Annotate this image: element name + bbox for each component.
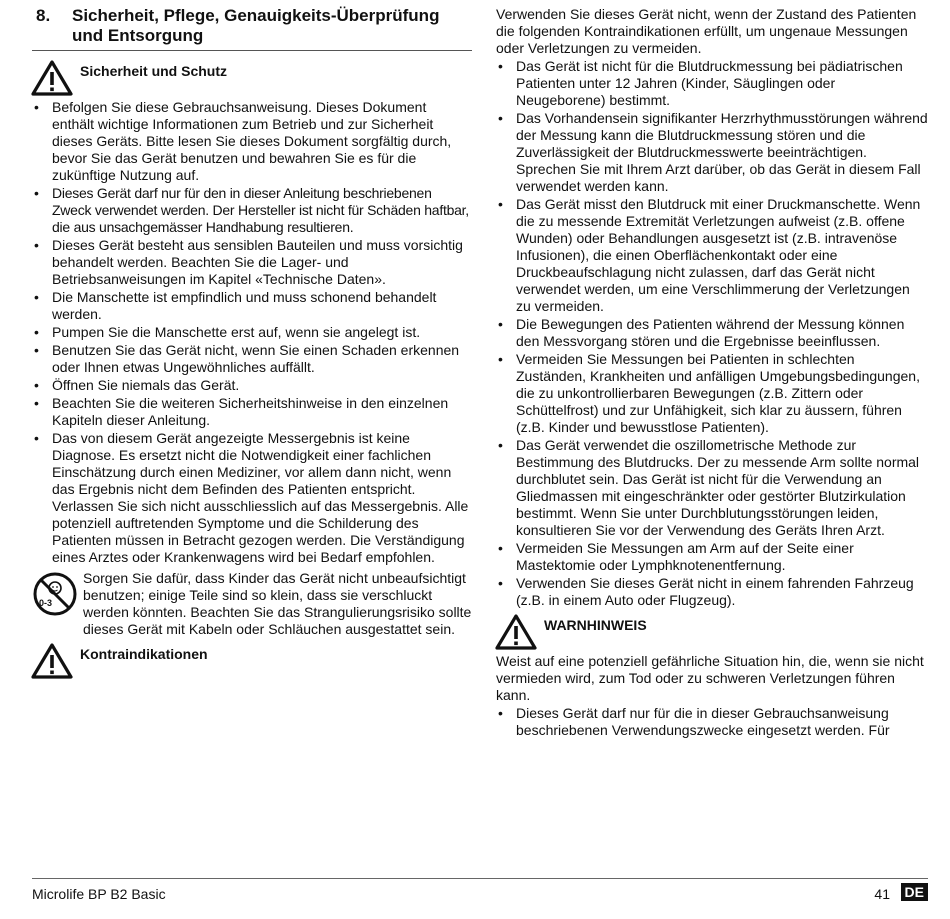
safety-header <box>32 59 472 97</box>
section-heading <box>32 6 472 51</box>
list-item: • Verwenden Sie dieses Gerät nicht in einem fahrenden Fahrzeug (z.B. in einem Auto oder Flugzeug). <box>496 575 928 609</box>
section-title-line1: Sicherheit, Pflege, Genauigkeits-Überprüfung <box>72 6 440 25</box>
section-title-line2: und Entsorgung <box>72 26 204 45</box>
list-item: • Dieses Gerät besteht aus sensiblen Bauteilen und muss vorsichtig behandelt werden. Beachten Sie die Lager- und Betriebsanweisungen im Kapitel «Technische Daten». <box>32 237 472 288</box>
footer-product: Microlife BP B2 Basic <box>32 886 166 902</box>
page-footer <box>32 878 928 919</box>
no-children-icon <box>29 570 81 618</box>
contra-header <box>32 642 472 680</box>
warning-triangle-icon <box>30 59 74 97</box>
list-item: • Pumpen Sie die Manschette erst auf, wenn sie angelegt ist. <box>32 324 472 341</box>
child-warning-text: Sorgen Sie dafür, dass Kinder das Gerät nicht unbeaufsichtigt benutzen; einige Teile sind so klein, dass sie verschluckt werden könnten. Beachten Sie das Strangulierungsrisiko sollte dieses Gerät mit Kabeln oder Schläuchen ausgestattet sein. <box>83 570 472 637</box>
list-item: • Vermeiden Sie Messungen bei Patienten in schlechten Zuständen, Krankheiten und anfälligen Umgebungsbedingungen, die zu unkontrollierbaren Bewegungen (z.B. Zittern oder Schüttelfrost) und zur Unfähigkeit, sich klar zu äussern, führen (z.B. Kinder und bewusstlose Patienten). <box>496 351 928 436</box>
warning-header <box>496 613 928 651</box>
list-item: • Benutzen Sie das Gerät nicht, wenn Sie einen Schaden erkennen oder Ihnen etwas Ungewöhnliches auffällt. <box>32 342 472 376</box>
list-item: • Dieses Gerät darf nur für die in dieser Gebrauchsanweisung beschriebenen Verwendungszwecke eingesetzt werden. Für <box>496 705 928 739</box>
list-item: • Die Manschette ist empfindlich und muss schonend behandelt werden. <box>32 289 472 323</box>
left-column <box>32 6 472 682</box>
list-item: • Das Gerät ist nicht für die Blutdruckmessung bei pädiatrischen Patienten unter 12 Jahren (Kinder, Säuglingen oder Neugeborene) bestimmt. <box>496 58 928 109</box>
list-item: • Befolgen Sie diese Gebrauchsanweisung. Dieses Dokument enthält wichtige Informationen zum Betrieb und zur Sicherheit dieses Geräts. Bitte lesen Sie dieses Dokument sorgfältig durch, bevor Sie das Gerät benutzen und bewahren Sie es für die zukünftige Nutzung auf. <box>32 99 472 184</box>
list-item: • Das Gerät verwendet die oszillometrische Methode zur Bestimmung des Blutdrucks. Der zu messende Arm sollte normal durchblutet sein. Das Gerät ist nicht für die Verwendung an Gliedmassen mit eingeschränkter oder gestörter Blutzirkulation bestimmt. Wenn Sie unter Durchblutungsstörungen leiden, konsultieren Sie vor der Verwendung des Geräts Ihren Arzt. <box>496 437 928 539</box>
warning-intro: Weist auf eine potenziell gefährliche Situation hin, die, wenn sie nicht vermieden wird, zum Tod oder zu schweren Verletzungen führen kann. <box>496 653 924 703</box>
section-number: 8. <box>36 6 51 25</box>
list-item: • Das Gerät misst den Blutdruck mit einer Druckmanschette. Wenn die zu messende Extremität Verletzungen aufweist (z.B. offene Wunden) oder Behandlungen ausgesetzt ist (z.B. intravenöse Infusionen), die einen Oberflächenkontakt oder eine Druckbeaufschlagung nicht zulassen, darf das Gerät nicht verwendet werden, um eine Verschlimmerung der Verletzungen zu vermeiden. <box>496 196 928 315</box>
list-item: • Das Vorhandensein signifikanter Herzrhythmusstörungen während der Messung kann die Blutdruckmessung stören und die Zuverlässigkeit der Blutdruckmesswerte beeinträchtigen. Sprechen Sie mit Ihrem Arzt darüber, ob das Gerät in diesem Fall verwendet werden kann. <box>496 110 928 195</box>
list-item: • Die Bewegungen des Patienten während der Messung können den Messvorgang stören und die Ergebnisse beeinflussen. <box>496 316 928 350</box>
warning-triangle-icon <box>494 613 538 651</box>
warning-title: WARNHINWEIS <box>544 617 647 633</box>
language-badge: DE <box>901 883 928 901</box>
child-warning-block <box>32 570 472 638</box>
safety-list <box>32 99 472 566</box>
age-label: 0-3 <box>39 598 53 608</box>
list-item: • Beachten Sie die weiteren Sicherheitshinweise in den einzelnen Kapiteln dieser Anleitung. <box>32 395 472 429</box>
list-item: • Öffnen Sie niemals das Gerät. <box>32 377 472 394</box>
contra-intro: Verwenden Sie dieses Gerät nicht, wenn der Zustand des Patienten die folgenden Kontraindikationen erfüllt, um ungenaue Messungen oder Verletzungen zu vermeiden. <box>496 6 917 56</box>
safety-title: Sicherheit und Schutz <box>80 63 228 79</box>
warning-triangle-icon <box>30 642 74 680</box>
contra-title: Kontraindikationen <box>80 646 208 662</box>
warning-list <box>496 705 928 739</box>
list-item: • Dieses Gerät darf nur für den in dieser Anleitung beschriebenen Zweck verwendet werden. Der Hersteller ist nicht für Schäden haftbar, die aus unsachgemässer Handhabung resultieren. <box>32 185 472 236</box>
contra-list <box>496 58 928 609</box>
right-column <box>496 6 928 740</box>
list-item: • Das von diesem Gerät angezeigte Messergebnis ist keine Diagnose. Es ersetzt nicht die Notwendigkeit einer fachlichen Einschätzung durch einen Mediziner, vor allem dann nicht, wenn das Ergebnis nicht dem Befinden des Patienten entspricht. Verlassen Sie sich nicht ausschliesslich auf das Messergebnis. Alle potenziell auftretenden Symptome und die Schilderung des Patienten müssen in Betracht gezogen werden. Die Verständigung eines Arztes oder Krankenwagens wird bei Bedarf empfohlen. <box>32 430 472 566</box>
page-number: 41 <box>874 886 890 902</box>
list-item: • Vermeiden Sie Messungen am Arm auf der Seite einer Mastektomie oder Lymphknotenentfernung. <box>496 540 928 574</box>
